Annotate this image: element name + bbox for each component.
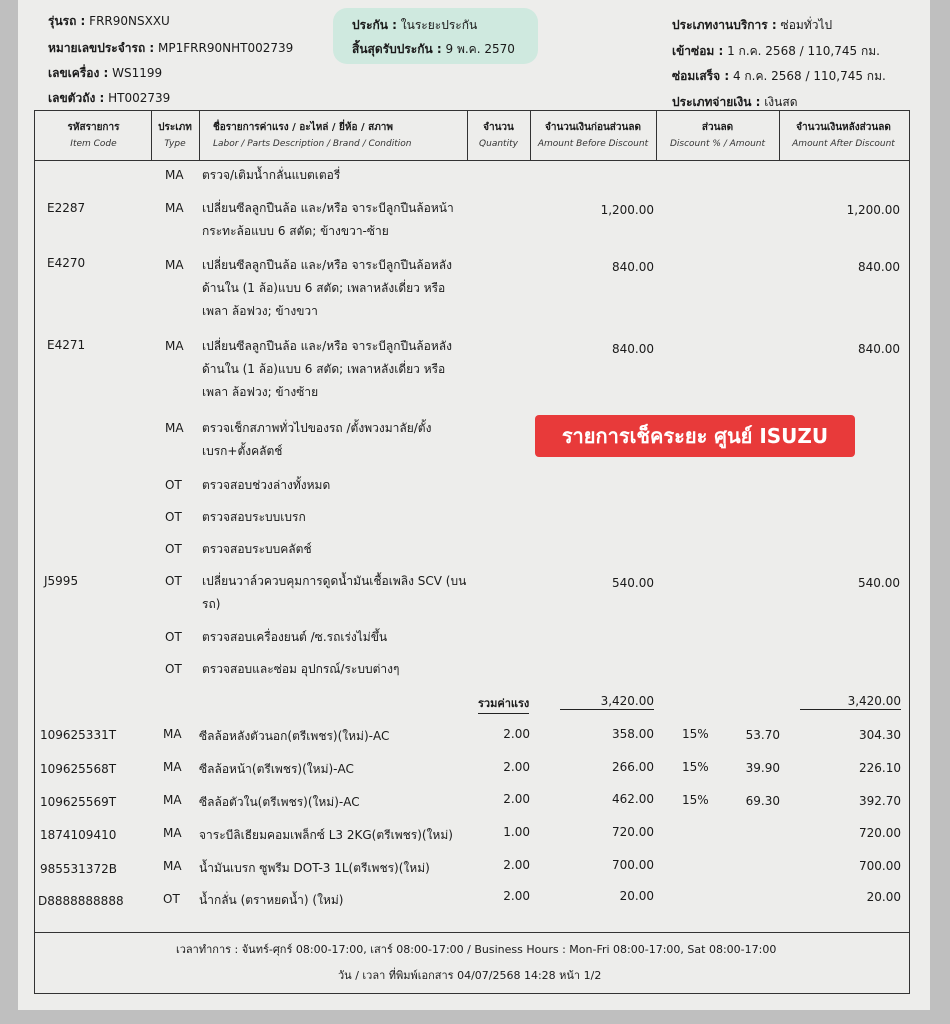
header-divider — [34, 160, 910, 161]
footer-divider — [34, 932, 910, 933]
col-before-discount: จำนวนเงินก่อนส่วนลด — [545, 122, 641, 133]
warranty-end-row: สิ้นสุดรับประกัน : 9 พ.ค. 2570 — [352, 42, 515, 56]
engine-value: WS1199 — [112, 66, 163, 80]
col-discount: ส่วนลด — [701, 122, 734, 133]
service-type-value: ซ่อมทั่วไป — [780, 18, 833, 32]
col-type: ประเภท — [158, 122, 192, 133]
body-row: เลขตัวถัง : HT002739 — [48, 91, 171, 105]
isuzu-checkup-label: รายการเช็คระยะ ศูนย์ ISUZU — [535, 415, 855, 457]
col-quantity: จำนวน — [483, 122, 514, 133]
warranty-end-value: 9 พ.ค. 2570 — [445, 42, 515, 56]
business-hours: เวลาทำการ : จันทร์-ศุกร์ 08:00-17:00, เสาร์ 08:00-17:00 / Business Hours : Mon-Fri 08:00-17:00, Sat 08:00-17:00 — [176, 943, 777, 956]
model-value: FRR90NSXXU — [89, 14, 170, 28]
body-value: HT002739 — [108, 91, 171, 105]
warranty-row: ประกัน : ในระยะประกัน — [352, 18, 478, 32]
col-item-code: รหัสรายการ — [67, 122, 120, 133]
print-timestamp: วัน / เวลา ที่พิมพ์เอกสาร 04/07/2568 14:28 หน้า 1/2 — [338, 969, 602, 982]
check-in-value: 1 ก.ค. 2568 / 110,745 กม. — [727, 44, 880, 58]
chassis-value: MP1FRR90NHT002739 — [158, 41, 294, 55]
check-in-row: เข้าซ่อม : 1 ก.ค. 2568 / 110,745 กม. — [672, 44, 880, 58]
payment-value: เงินสด — [764, 95, 798, 109]
warranty-value: ในระยะประกัน — [400, 18, 478, 32]
col-description: ชื่อรายการค่าแรง / อะไหล่ / ยี่ห้อ / สภาพ — [213, 122, 394, 133]
engine-row: เลขเครื่อง : WS1199 — [48, 66, 163, 80]
chassis-row: หมายเลขประจำรถ : MP1FRR90NHT002739 — [48, 41, 294, 55]
model-row: รุ่นรถ : FRR90NSXXU — [48, 14, 170, 28]
completed-row: ซ่อมเสร็จ : 4 ก.ค. 2568 / 110,745 กม. — [672, 69, 886, 83]
col-after-discount: จำนวนเงินหลังส่วนลด — [796, 122, 891, 133]
completed-value: 4 ก.ค. 2568 / 110,745 กม. — [732, 69, 886, 83]
service-type-row: ประเภทงานบริการ : ซ่อมทั่วไป — [672, 18, 833, 32]
payment-row: ประเภทจ่ายเงิน : เงินสด — [672, 95, 798, 109]
